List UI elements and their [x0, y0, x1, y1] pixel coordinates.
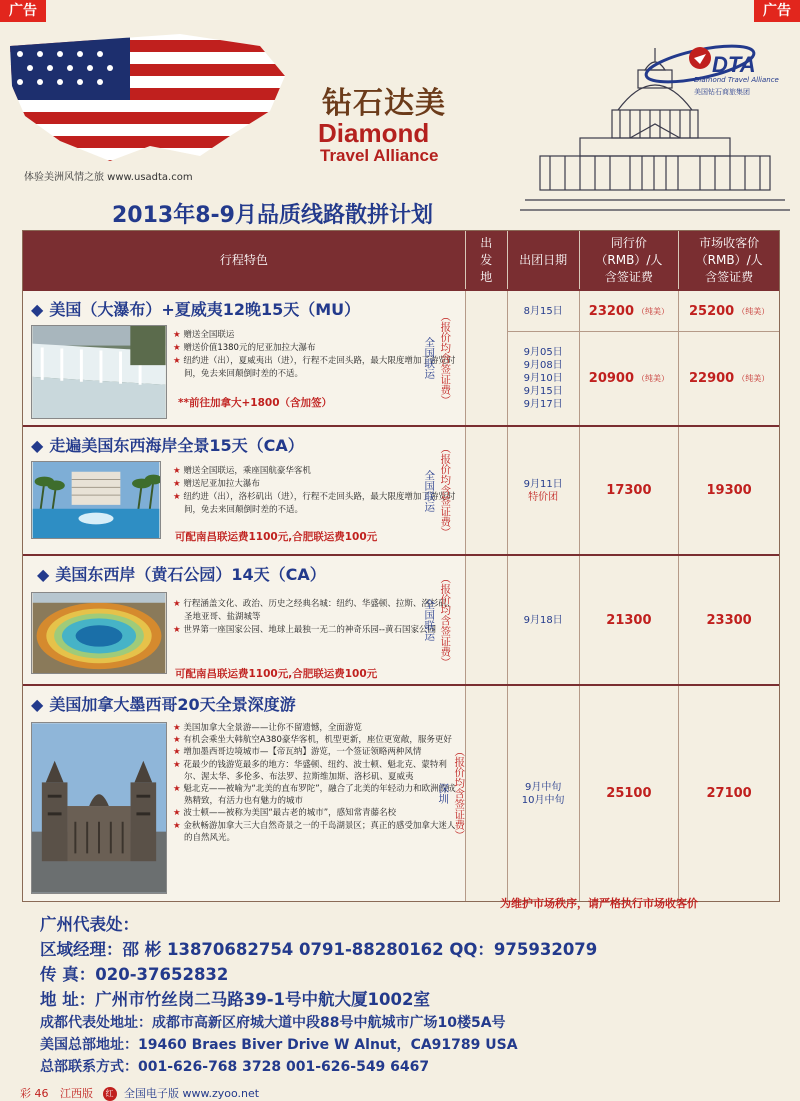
manager-line: 区域经理：邵 彬 13870682754 0791-88280162 QQ：975932079	[40, 940, 598, 959]
peer-price-cell: 23200 （纯美） 20900 （纯美）	[580, 291, 680, 425]
diamond-bullet-icon: ◆	[37, 565, 50, 584]
header-market-price: 市场收客价 （RMB）/人 含签证费	[695, 235, 763, 284]
departure-city: 深圳	[437, 783, 450, 804]
route-bullets: ★ 赠送全国联运，乘座国航豪华客机 ★ 赠送尼亚加拉大瀑布 ★ 纽约进（出），洛杉矶出（进），行程不走回头路，最大限度增加了游览时间，免去来回颠倒时差的不适。	[173, 465, 458, 517]
dta-logo-cn: 美国钻石商旅集团	[694, 88, 750, 96]
route-title: ◆ 美国加拿大墨西哥20天全景深度游	[31, 695, 296, 714]
departure-city: 全国联运	[423, 599, 436, 641]
us-flag-map-image	[0, 16, 300, 166]
office-name: 广州代表处：	[40, 915, 139, 934]
resort-pool-photo	[31, 461, 161, 539]
price-note: （报价均含签证费）	[439, 443, 452, 538]
yellowstone-spring-photo	[31, 592, 167, 674]
market-price-cell: 27100	[706, 786, 752, 801]
address-line: 地 址：广州市竹丝岗二马路39-1号中航大厦1002室	[40, 990, 430, 1009]
departure-city: 全国联运	[423, 469, 436, 512]
route-title: ◆ 美国东西岸（黄石公园）14天（CA）	[37, 565, 326, 584]
peer-price-cell: 25100	[580, 686, 680, 901]
route-note: 可配南昌联运费1100元,合肥联运费100元	[175, 668, 378, 680]
edition-badge-icon: 红	[103, 1087, 117, 1101]
route-bullets: ★ 赠送全国联运 ★ 赠送价值1380元的尼亚加拉大瀑布 ★ 纽约进（出），夏威夷出（进），行程不走回头路，最大限度增加了游览时间，免去来回颠倒时差的不适。	[173, 329, 458, 381]
departure-cell	[423, 556, 508, 684]
diamond-bullet-icon: ◆	[31, 695, 44, 714]
header-peer-price: 同行价 （RMB）/人 含签证费	[580, 231, 680, 289]
date-cell: 8月15日 9月05日 9月08日 9月10日 9月15日 9月17日	[508, 291, 580, 425]
table-header	[23, 231, 779, 289]
market-price-notice: 为维护市场秩序，请严格执行市场收客价	[500, 897, 698, 910]
header-features: 行程特色	[23, 231, 466, 289]
hq-phone-line: 总部联系方式：001-626-768 3728 001-626-549 6467	[40, 1059, 430, 1075]
us-address-line: 美国总部地址：19460 Braes Biver Drive W Alnut，CA91789 USA	[40, 1037, 518, 1053]
peer-price-cell: 17300	[580, 427, 680, 554]
market-price-cell: 25200 （纯美） 22900 （纯美）	[679, 291, 779, 425]
route-title: ◆ 美国（大瀑布）+夏威夷12晚15天（MU）	[31, 300, 361, 319]
date-cell: 9月18日	[508, 556, 580, 684]
route-description	[23, 291, 466, 425]
dta-logo-subtitle: Diamond Travel Alliance	[694, 76, 779, 84]
header-departure: 出 发 地	[466, 231, 508, 289]
dta-logo-text: DTA	[712, 52, 756, 77]
diamond-bullet-icon: ◆	[31, 436, 44, 455]
table-row	[23, 289, 779, 425]
departure-cell	[423, 291, 508, 425]
footer	[20, 1085, 259, 1101]
route-note: **前往加拿大+1800（含加签）	[178, 397, 333, 409]
price-note: （报价均含签证费）	[439, 310, 452, 406]
page-number: 彩 46	[20, 1087, 49, 1100]
page-title: 2013年8-9月品质线路散拼计划	[112, 203, 433, 228]
brand-name-cn: 钻石达美	[322, 86, 446, 121]
diamond-bullet-icon: ◆	[31, 300, 44, 319]
ad-tag-right: 广告	[754, 0, 800, 22]
route-description	[23, 686, 466, 901]
ad-tag-left: 广告	[0, 0, 46, 22]
route-bullets: ★ 美国加拿大全景游——让你不留遗憾，全面游览 ★ 有机会乘坐大韩航空A380豪华客机，机型更新，座位更宽敞，服务更好 ★ 增加墨西哥边境城市—【帝瓦纳】游览，一个签证领略两种风情 ★ 花最少的钱游览最多的地方：华盛顿、纽约、波士顿、魁北克、蒙特利尔、渥太华、多伦多、布法罗、拉斯维加斯、洛杉矶、夏威夷 ★ 魁北克——被喻为“北美的直布罗陀”，融合了北美的年轻动力和欧洲的成熟精致，有活力也有魅力的城市 ★ 波士顿——被称为美国“最古老的城市”，感知常青藤名校 ★ 金秋畅游加拿大三大自然奇景之一的千岛湖景区；真正的感受加拿大迷人的自然风光。	[173, 722, 463, 844]
departure-city: 全国联运	[423, 337, 436, 379]
route-note: 可配南昌联运费1100元,合肥联运费100元	[175, 531, 378, 543]
table-row	[23, 554, 779, 684]
table-row	[23, 684, 779, 901]
date-cell: 9月中旬 10月中旬	[508, 686, 580, 901]
footer-site[interactable]: 全国电子版 www.zyoo.net	[124, 1087, 260, 1100]
header-date: 出团日期	[508, 231, 580, 289]
market-price-cell: 23300	[706, 612, 752, 628]
edition-label: 江西版	[60, 1087, 93, 1100]
table-row	[23, 425, 779, 554]
brand-name-en-line1: Diamond	[318, 118, 430, 148]
itinerary-table	[22, 230, 780, 902]
departure-cell	[437, 686, 508, 901]
fax-line: 传 真：020-37652832	[40, 965, 229, 984]
market-price-cell: 19300	[706, 483, 752, 498]
route-description	[23, 556, 466, 684]
contact-info	[40, 912, 780, 1078]
route-bullets: ★ 行程涵盖文化、政治、历史之经典名城：纽约、华盛顿、拉斯、洛杉矶、圣地亚哥、盐湖城等 ★ 世界第一座国家公园、地球上最独一无二的神奇乐园--黄石国家公园	[173, 598, 458, 637]
price-note: （报价均含签证费）	[453, 746, 466, 841]
date-cell: 9月11日 特价团	[508, 427, 580, 554]
departure-cell	[423, 427, 508, 554]
price-note: （报价均含签证费）	[439, 572, 452, 668]
route-title: ◆ 走遍美国东西海岸全景15天（CA）	[31, 436, 304, 455]
peer-price-cell: 21300	[580, 556, 680, 684]
niagara-falls-photo	[31, 325, 167, 419]
cathedral-photo	[31, 722, 167, 894]
route-description	[23, 427, 466, 554]
tagline: 体验美洲风情之旅 www.usadta.com	[24, 172, 193, 183]
header	[0, 0, 800, 228]
brand-name-en-line2: Travel Alliance	[320, 146, 439, 165]
chengdu-address-line: 成都代表处地址：成都市高新区府城大道中段88号中航城市广场10楼5A号	[40, 1015, 506, 1031]
